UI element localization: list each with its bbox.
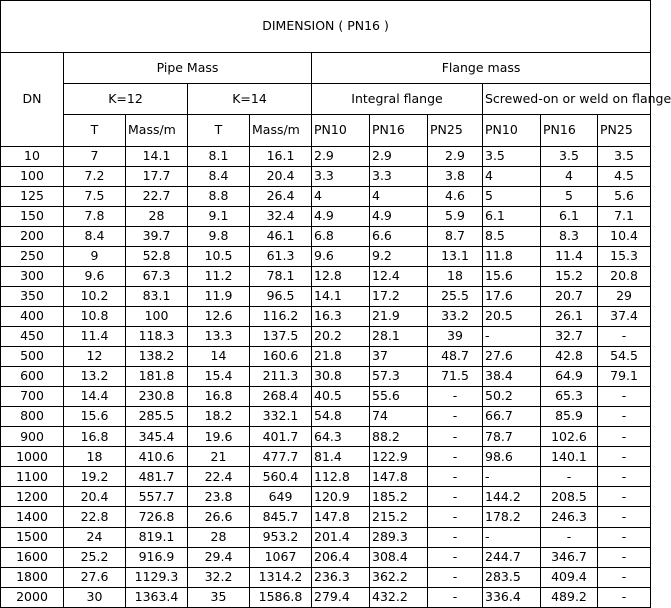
table-cell: 24 [64,527,126,547]
table-cell: 11.4 [541,246,598,266]
table-cell: 83.1 [126,286,188,306]
table-cell: 208.5 [541,487,598,507]
table-cell: 20.4 [64,487,126,507]
table-cell: 28.1 [370,327,428,347]
table-cell: 244.7 [483,547,541,567]
table-cell: 160.6 [250,347,312,367]
table-cell: 30.8 [312,367,370,387]
table-cell: 32.7 [541,327,598,347]
dn-cell: 350 [1,286,64,306]
table-cell: 15.3 [598,246,651,266]
table-cell: 118.3 [126,327,188,347]
table-cell: 37 [370,347,428,367]
table-cell: - [428,587,483,607]
table-cell: 40.5 [312,387,370,407]
dn-cell: 1200 [1,487,64,507]
table-cell: 481.7 [126,467,188,487]
column-header: PN16 [541,115,598,146]
table-cell: 4 [370,186,428,206]
table-cell: - [598,327,651,347]
dn-cell: 400 [1,306,64,326]
table-cell: - [598,407,651,427]
table-cell: - [483,327,541,347]
table-cell: 20.5 [483,306,541,326]
table-cell: 3.5 [598,146,651,166]
table-cell: 12 [64,347,126,367]
table-cell: 21.8 [312,347,370,367]
table-cell: 3.5 [541,146,598,166]
table-cell: 3.3 [370,166,428,186]
table-cell: - [483,467,541,487]
table-cell: 557.7 [126,487,188,507]
table-cell: 1314.2 [250,567,312,587]
dn-cell: 200 [1,226,64,246]
table-cell: 1067 [250,547,312,567]
header-row-3 [1,115,651,146]
table-cell: 1586.8 [250,587,312,607]
table-cell: - [598,487,651,507]
table-cell: 65.3 [541,387,598,407]
table-cell: 17.6 [483,286,541,306]
dn-cell: 450 [1,327,64,347]
table-cell: 46.1 [250,226,312,246]
table-cell: 11.4 [64,327,126,347]
table-cell: 85.9 [541,407,598,427]
k12-header: K=12 [64,84,188,115]
table-cell: 308.4 [370,547,428,567]
dn-cell: 100 [1,166,64,186]
table-title: DIMENSION ( PN16 ) [1,1,651,53]
dn-cell: 600 [1,367,64,387]
table-cell: 17.2 [370,286,428,306]
table-cell: 18.2 [188,407,250,427]
table-cell: 15.6 [64,407,126,427]
table-cell: - [598,427,651,447]
table-cell: 147.8 [312,507,370,527]
table-cell: 33.2 [428,306,483,326]
table-cell: 32.4 [250,206,312,226]
table-cell: 11.8 [483,246,541,266]
table-cell: 64.9 [541,367,598,387]
table-row [1,226,651,246]
table-cell: 112.8 [312,467,370,487]
table-cell: 30 [64,587,126,607]
table-cell: 16.3 [312,306,370,326]
dn-cell: 2000 [1,587,64,607]
table-cell: 37.4 [598,306,651,326]
table-cell: 268.4 [250,387,312,407]
table-cell: 20.8 [598,266,651,286]
table-row [1,347,651,367]
table-row [1,146,651,166]
dn-cell: 500 [1,347,64,367]
table-row [1,467,651,487]
screwed-flange-header: Screwed-on or weld on flange [483,84,651,115]
table-cell: 16.8 [188,387,250,407]
table-cell: - [541,527,598,547]
table-cell: - [428,487,483,507]
table-cell: 13.1 [428,246,483,266]
table-cell: 14.1 [312,286,370,306]
table-row [1,427,651,447]
table-cell: 38.4 [483,367,541,387]
table-cell: 138.2 [126,347,188,367]
table-cell: 4.5 [598,166,651,186]
table-cell: 285.5 [126,407,188,427]
column-header: PN10 [312,115,370,146]
table-cell: 15.2 [541,266,598,286]
table-cell: 81.4 [312,447,370,467]
table-cell: 16.8 [64,427,126,447]
table-cell: 8.7 [428,226,483,246]
table-cell: 20.7 [541,286,598,306]
table-cell: 560.4 [250,467,312,487]
table-cell: 4 [541,166,598,186]
table-row [1,407,651,427]
table-cell: 64.3 [312,427,370,447]
table-cell: 11.9 [188,286,250,306]
k14-header: K=14 [188,84,312,115]
table-cell: 477.7 [250,447,312,467]
table-cell: 236.3 [312,567,370,587]
table-cell: 345.4 [126,427,188,447]
table-cell: 42.8 [541,347,598,367]
pipe-mass-header: Pipe Mass [64,53,312,84]
dn-cell: 1100 [1,467,64,487]
column-header: T [64,115,126,146]
table-cell: 27.6 [483,347,541,367]
table-cell: 12.4 [370,266,428,286]
dn-cell: 1400 [1,507,64,527]
table-cell: 185.2 [370,487,428,507]
table-row [1,387,651,407]
table-cell: 2.9 [312,146,370,166]
table-row [1,306,651,326]
table-cell: 5 [541,186,598,206]
table-cell: 5.9 [428,206,483,226]
dn-cell: 300 [1,266,64,286]
table-cell: 147.8 [370,467,428,487]
column-header: T [188,115,250,146]
table-row [1,447,651,467]
table-cell: 18 [428,266,483,286]
table-cell: 96.5 [250,286,312,306]
table-cell: 6.8 [312,226,370,246]
table-cell: 4.6 [428,186,483,206]
table-cell: 98.6 [483,447,541,467]
table-cell: 401.7 [250,427,312,447]
table-cell: 9.1 [188,206,250,226]
table-row [1,567,651,587]
table-cell: 332.1 [250,407,312,427]
table-cell: - [598,467,651,487]
table-cell: 116.2 [250,306,312,326]
table-cell: 410.6 [126,447,188,467]
table-cell: 9.8 [188,226,250,246]
table-cell: 52.8 [126,246,188,266]
column-header: Mass/m [250,115,312,146]
table-cell: 1363.4 [126,587,188,607]
table-cell: 362.2 [370,567,428,587]
table-cell: 20.2 [312,327,370,347]
table-cell: 137.5 [250,327,312,347]
table-cell: 2.9 [428,146,483,166]
header-row-1 [1,53,651,84]
table-cell: 18 [64,447,126,467]
dn-cell: 700 [1,387,64,407]
table-row [1,266,651,286]
table-row [1,547,651,567]
header-row-2 [1,84,651,115]
table-cell: 916.9 [126,547,188,567]
table-cell: 7.2 [64,166,126,186]
table-cell: 201.4 [312,527,370,547]
table-cell: - [598,587,651,607]
table-cell: 78.7 [483,427,541,447]
table-cell: 10.4 [598,226,651,246]
table-cell: - [428,507,483,527]
integral-flange-header: Integral flange [312,84,483,115]
table-cell: 14 [188,347,250,367]
dn-cell: 1600 [1,547,64,567]
table-cell: 79.1 [598,367,651,387]
table-cell: 845.7 [250,507,312,527]
table-cell: 432.2 [370,587,428,607]
table-cell: 246.3 [541,507,598,527]
table-cell: 21.9 [370,306,428,326]
table-row [1,487,651,507]
table-cell: 4 [312,186,370,206]
table-row [1,246,651,266]
table-cell: 489.2 [541,587,598,607]
table-cell: 819.1 [126,527,188,547]
table-cell: 29 [598,286,651,306]
table-row [1,587,651,607]
table-cell: 206.4 [312,547,370,567]
table-cell: - [428,527,483,547]
table-cell: 22.4 [188,467,250,487]
table-cell: 7 [64,146,126,166]
table-cell: - [598,387,651,407]
table-cell: - [428,407,483,427]
table-cell: 230.8 [126,387,188,407]
table-cell: - [598,527,651,547]
table-cell: 54.8 [312,407,370,427]
table-cell: 28 [188,527,250,547]
table-cell: 6.6 [370,226,428,246]
table-cell: 67.3 [126,266,188,286]
table-cell: 13.3 [188,327,250,347]
table-cell: 20.4 [250,166,312,186]
table-cell: 27.6 [64,567,126,587]
table-cell: 19.6 [188,427,250,447]
table-cell: 8.3 [541,226,598,246]
table-cell: 4.9 [370,206,428,226]
dn-cell: 250 [1,246,64,266]
table-cell: 19.2 [64,467,126,487]
table-row [1,527,651,547]
table-cell: 5 [483,186,541,206]
table-cell: 21 [188,447,250,467]
table-cell: 74 [370,407,428,427]
dn-cell: 1800 [1,567,64,587]
table-cell: 215.2 [370,507,428,527]
table-cell: 3.8 [428,166,483,186]
table-cell: 283.5 [483,567,541,587]
table-cell: 11.2 [188,266,250,286]
table-cell: 9 [64,246,126,266]
table-cell: 48.7 [428,347,483,367]
table-cell: - [428,467,483,487]
table-row [1,286,651,306]
table-cell: 6.1 [541,206,598,226]
table-cell: 10.2 [64,286,126,306]
dn-cell: 10 [1,146,64,166]
table-cell: - [598,447,651,467]
table-cell: 28 [126,206,188,226]
dn-cell: 800 [1,407,64,427]
table-cell: 2.9 [370,146,428,166]
table-cell: 22.7 [126,186,188,206]
table-cell: 726.8 [126,507,188,527]
table-cell: 3.3 [312,166,370,186]
table-cell: 10.8 [64,306,126,326]
table-cell: 10.5 [188,246,250,266]
table-cell: 181.8 [126,367,188,387]
table-cell: 13.2 [64,367,126,387]
table-cell: - [428,447,483,467]
table-cell: 140.1 [541,447,598,467]
table-row [1,206,651,226]
table-cell: 122.9 [370,447,428,467]
dn-cell: 150 [1,206,64,226]
table-cell: 16.1 [250,146,312,166]
table-cell: 71.5 [428,367,483,387]
column-header: PN25 [598,115,651,146]
table-cell: 78.1 [250,266,312,286]
table-cell: 22.8 [64,507,126,527]
table-cell: 120.9 [312,487,370,507]
table-cell: 61.3 [250,246,312,266]
dn-cell: 1000 [1,447,64,467]
table-cell: 211.3 [250,367,312,387]
column-header: PN10 [483,115,541,146]
table-cell: 17.7 [126,166,188,186]
table-cell: 649 [250,487,312,507]
table-row [1,186,651,206]
table-cell: 8.5 [483,226,541,246]
title-row [1,1,651,53]
table-row [1,507,651,527]
table-cell: 1129.3 [126,567,188,587]
table-cell: 50.2 [483,387,541,407]
table-cell: 279.4 [312,587,370,607]
dn-cell: 900 [1,427,64,447]
table-cell: - [428,427,483,447]
table-cell: 25.2 [64,547,126,567]
table-cell: 26.1 [541,306,598,326]
table-cell: 8.4 [188,166,250,186]
table-cell: 55.6 [370,387,428,407]
table-cell: 3.5 [483,146,541,166]
table-cell: 25.5 [428,286,483,306]
table-cell: 4 [483,166,541,186]
table-cell: 66.7 [483,407,541,427]
table-cell: 57.3 [370,367,428,387]
table-cell: 8.1 [188,146,250,166]
table-cell: 9.2 [370,246,428,266]
table-cell: 12.6 [188,306,250,326]
table-cell: 12.8 [312,266,370,286]
table-cell: 346.7 [541,547,598,567]
table-cell: 8.4 [64,226,126,246]
table-row [1,166,651,186]
dn-cell: 125 [1,186,64,206]
table-cell: - [598,567,651,587]
table-cell: - [598,507,651,527]
table-cell: 14.4 [64,387,126,407]
table-cell: 23.8 [188,487,250,507]
table-row [1,367,651,387]
table-cell: - [428,387,483,407]
table-row [1,327,651,347]
table-cell: - [541,467,598,487]
table-cell: 32.2 [188,567,250,587]
table-cell: 26.4 [250,186,312,206]
table-cell: 6.1 [483,206,541,226]
table-cell: 35 [188,587,250,607]
column-header: PN16 [370,115,428,146]
table-cell: 336.4 [483,587,541,607]
table-cell: 39.7 [126,226,188,246]
table-cell: 178.2 [483,507,541,527]
table-cell: 54.5 [598,347,651,367]
table-cell: 100 [126,306,188,326]
table-cell: 15.6 [483,266,541,286]
table-cell: 5.6 [598,186,651,206]
table-cell: 7.1 [598,206,651,226]
table-cell: 88.2 [370,427,428,447]
flange-mass-header: Flange mass [312,53,651,84]
table-cell: - [428,547,483,567]
table-cell: 289.3 [370,527,428,547]
table-cell: - [428,567,483,587]
table-cell: 953.2 [250,527,312,547]
table-cell: 144.2 [483,487,541,507]
dn-header: DN [1,53,64,147]
dn-cell: 1500 [1,527,64,547]
table-cell: 39 [428,327,483,347]
table-cell: 9.6 [64,266,126,286]
column-header: Mass/m [126,115,188,146]
column-header: PN25 [428,115,483,146]
table-cell: 26.6 [188,507,250,527]
table-cell: 4.9 [312,206,370,226]
table-cell: - [598,547,651,567]
table-cell: 102.6 [541,427,598,447]
table-cell: 29.4 [188,547,250,567]
table-cell: - [483,527,541,547]
table-cell: 7.8 [64,206,126,226]
table-cell: 8.8 [188,186,250,206]
table-cell: 409.4 [541,567,598,587]
table-cell: 9.6 [312,246,370,266]
table-cell: 15.4 [188,367,250,387]
table-cell: 14.1 [126,146,188,166]
table-cell: 7.5 [64,186,126,206]
table-body [1,146,651,607]
